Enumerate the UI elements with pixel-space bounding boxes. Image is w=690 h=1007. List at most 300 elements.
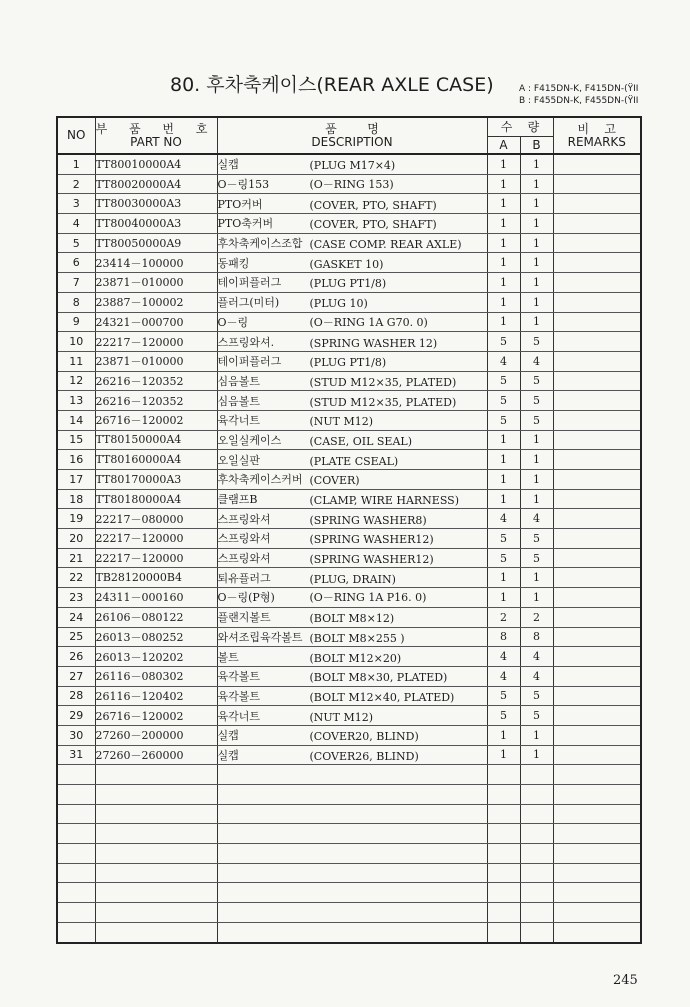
row-part-no <box>95 804 217 824</box>
row-desc-en: (COVER26, BLIND) <box>309 749 419 763</box>
table-row <box>57 351 641 371</box>
row-no: 12 <box>57 371 95 391</box>
row-no: 15 <box>57 430 95 450</box>
row-desc-kr: 스프링와셔 <box>217 512 271 526</box>
row-remarks <box>553 844 641 864</box>
row-desc-en: (CASE, OIL SEAL) <box>309 434 412 448</box>
row-qty-b <box>520 883 553 903</box>
row-qty-b: 8 <box>520 627 553 647</box>
empty-table-row <box>57 863 641 883</box>
col-part-no-kr: 부 품 번 호 <box>95 121 217 136</box>
row-qty-b <box>520 844 553 864</box>
row-desc-kr: O－링 <box>217 315 249 329</box>
row-no <box>57 765 95 785</box>
row-part-no <box>95 785 217 805</box>
row-qty-a <box>487 844 520 864</box>
row-desc-en: (SPRING WASHER12) <box>309 553 434 567</box>
row-desc-kr: PTO커버 <box>217 197 263 211</box>
row-qty-b: 1 <box>520 450 553 470</box>
row-remarks <box>553 666 641 686</box>
table-row <box>57 588 641 608</box>
row-part-no: 22217－120000 <box>95 548 217 568</box>
row-description <box>217 312 487 332</box>
row-no: 10 <box>57 332 95 352</box>
row-qty-a <box>487 883 520 903</box>
row-remarks <box>553 647 641 667</box>
row-desc-en: (BOLT M12×20) <box>309 651 402 665</box>
row-desc-kr: 클램프B <box>217 493 258 507</box>
row-desc-kr: 실캡 <box>217 158 239 172</box>
row-no: 30 <box>57 725 95 745</box>
row-qty-b: 5 <box>520 332 553 352</box>
empty-table-row <box>57 922 641 943</box>
row-remarks <box>553 470 641 490</box>
row-desc-kr: 플랜지볼트 <box>217 611 271 625</box>
row-desc-en: (PLUG, DRAIN) <box>309 572 396 586</box>
row-no: 1 <box>57 154 95 174</box>
row-part-no: TT80030000A3 <box>95 194 217 214</box>
row-desc-en: (PLATE CSEAL) <box>309 454 399 468</box>
row-desc-kr: 심음볼트 <box>217 394 261 408</box>
row-description <box>217 273 487 293</box>
row-no: 16 <box>57 450 95 470</box>
table-row <box>57 568 641 588</box>
row-part-no: 23871－010000 <box>95 351 217 371</box>
row-qty-b: 1 <box>520 489 553 509</box>
row-desc-kr: 테이퍼플러그 <box>217 355 282 369</box>
row-qty-b: 1 <box>520 214 553 234</box>
row-qty-b <box>520 804 553 824</box>
row-no: 31 <box>57 745 95 765</box>
table-row <box>57 529 641 549</box>
row-desc-kr: 스프링와셔 <box>217 532 271 546</box>
row-remarks <box>553 332 641 352</box>
row-desc-kr: O－링153 <box>217 178 270 192</box>
row-remarks <box>553 548 641 568</box>
row-qty-a: 1 <box>487 470 520 490</box>
row-description <box>217 627 487 647</box>
row-qty-a: 1 <box>487 588 520 608</box>
row-no: 29 <box>57 706 95 726</box>
row-desc-en: (O－RING 153) <box>309 178 394 192</box>
row-qty-b: 2 <box>520 607 553 627</box>
row-part-no <box>95 844 217 864</box>
row-desc-en: (NUT M12) <box>309 710 374 724</box>
row-remarks <box>553 273 641 293</box>
row-no <box>57 804 95 824</box>
table-row <box>57 647 641 667</box>
row-desc-kr: 육각볼트 <box>217 670 261 684</box>
table-row <box>57 292 641 312</box>
row-remarks <box>553 903 641 923</box>
row-qty-b <box>520 785 553 805</box>
row-qty-b: 4 <box>520 666 553 686</box>
row-qty-b <box>520 824 553 844</box>
row-qty-a: 1 <box>487 745 520 765</box>
row-qty-b <box>520 765 553 785</box>
row-part-no: 22217－120000 <box>95 332 217 352</box>
page-title: 80. 후차축케이스(REAR AXLE CASE) <box>170 74 494 96</box>
row-no <box>57 785 95 805</box>
row-no: 8 <box>57 292 95 312</box>
row-desc-en: (SPRING WASHER12) <box>309 533 434 547</box>
table-row <box>57 489 641 509</box>
model-b-label: B : F455DN-K, F455DN-(ŸII <box>519 96 639 106</box>
row-remarks <box>553 194 641 214</box>
row-desc-en: (O－RING 1A G70. 0) <box>309 315 428 329</box>
row-no: 14 <box>57 410 95 430</box>
row-qty-b: 1 <box>520 745 553 765</box>
row-description <box>217 666 487 686</box>
row-no: 20 <box>57 529 95 549</box>
row-desc-kr: PTO축커버 <box>217 217 274 231</box>
row-description <box>217 489 487 509</box>
row-qty-a: 1 <box>487 430 520 450</box>
row-desc-kr: 심음볼트 <box>217 374 261 388</box>
row-part-no: TT80180000A4 <box>95 489 217 509</box>
row-description <box>217 863 487 883</box>
row-part-no: 26116－120402 <box>95 686 217 706</box>
table-row <box>57 154 641 174</box>
row-desc-kr: 후차축케이스커버 <box>217 473 303 487</box>
row-description <box>217 607 487 627</box>
row-remarks <box>553 174 641 194</box>
col-qty-b-header: B <box>520 137 553 155</box>
row-no: 23 <box>57 588 95 608</box>
row-no: 7 <box>57 273 95 293</box>
row-description <box>217 391 487 411</box>
row-part-no: TT80020000A4 <box>95 174 217 194</box>
row-desc-en: (STUD M12×35, PLATED) <box>309 395 457 409</box>
row-qty-a: 1 <box>487 174 520 194</box>
row-desc-kr: 테이퍼플러그 <box>217 276 282 290</box>
row-qty-b <box>520 903 553 923</box>
row-part-no: 26106－080122 <box>95 607 217 627</box>
header-row <box>57 117 641 137</box>
row-qty-a: 5 <box>487 706 520 726</box>
row-desc-kr: 후차축케이스조합 <box>217 237 303 251</box>
row-description <box>217 450 487 470</box>
table-row <box>57 233 641 253</box>
row-no: 26 <box>57 647 95 667</box>
row-part-no: TT80010000A4 <box>95 154 217 174</box>
row-remarks <box>553 489 641 509</box>
row-desc-en: (SPRING WASHER8) <box>309 513 427 527</box>
row-remarks <box>553 804 641 824</box>
table-row <box>57 725 641 745</box>
row-desc-kr: 육각너트 <box>217 709 261 723</box>
parts-table-body <box>57 154 641 943</box>
table-row <box>57 607 641 627</box>
row-qty-b: 5 <box>520 706 553 726</box>
row-no: 9 <box>57 312 95 332</box>
row-qty-a: 1 <box>487 253 520 273</box>
parts-table <box>56 116 642 944</box>
table-row <box>57 312 641 332</box>
row-desc-en: (PLUG PT1/8) <box>309 356 387 370</box>
row-description <box>217 745 487 765</box>
row-no <box>57 922 95 943</box>
table-row <box>57 470 641 490</box>
row-no: 21 <box>57 548 95 568</box>
row-desc-kr: 볼트 <box>217 650 239 664</box>
row-qty-b: 1 <box>520 430 553 450</box>
row-qty-a: 1 <box>487 194 520 214</box>
row-qty-a: 1 <box>487 292 520 312</box>
row-description <box>217 824 487 844</box>
col-no-header: NO <box>57 117 95 154</box>
empty-table-row <box>57 883 641 903</box>
row-desc-en: (BOLT M8×12) <box>309 612 395 626</box>
row-qty-b: 1 <box>520 568 553 588</box>
empty-table-row <box>57 903 641 923</box>
row-no: 25 <box>57 627 95 647</box>
col-remarks-header <box>553 117 641 154</box>
row-qty-b <box>520 922 553 943</box>
page-number: 245 <box>613 973 638 988</box>
row-qty-a: 4 <box>487 647 520 667</box>
row-description <box>217 883 487 903</box>
row-remarks <box>553 785 641 805</box>
row-desc-kr: 육각너트 <box>217 414 261 428</box>
row-qty-a <box>487 804 520 824</box>
row-description <box>217 174 487 194</box>
row-description <box>217 253 487 273</box>
empty-table-row <box>57 824 641 844</box>
row-remarks <box>553 883 641 903</box>
row-remarks <box>553 430 641 450</box>
row-qty-a: 4 <box>487 666 520 686</box>
row-part-no: 22217－120000 <box>95 529 217 549</box>
table-row <box>57 273 641 293</box>
row-qty-a: 1 <box>487 233 520 253</box>
row-part-no <box>95 824 217 844</box>
row-part-no: 24321－000700 <box>95 312 217 332</box>
row-desc-kr: 오일실케이스 <box>217 433 282 447</box>
row-no: 24 <box>57 607 95 627</box>
row-part-no: TT80150000A4 <box>95 430 217 450</box>
row-desc-en: (BOLT M8×30, PLATED) <box>309 671 448 685</box>
row-desc-kr: 오일실판 <box>217 453 261 467</box>
col-part-no-en: PART NO <box>130 134 182 149</box>
empty-table-row <box>57 804 641 824</box>
row-qty-b: 1 <box>520 253 553 273</box>
row-description <box>217 706 487 726</box>
row-no: 22 <box>57 568 95 588</box>
row-qty-b: 1 <box>520 470 553 490</box>
table-row <box>57 410 641 430</box>
row-description <box>217 529 487 549</box>
table-row <box>57 430 641 450</box>
row-remarks <box>553 292 641 312</box>
row-description <box>217 292 487 312</box>
row-no: 18 <box>57 489 95 509</box>
row-qty-b: 1 <box>520 312 553 332</box>
row-part-no: 26013－120202 <box>95 647 217 667</box>
row-part-no: 24311－000160 <box>95 588 217 608</box>
row-remarks <box>553 607 641 627</box>
row-qty-a <box>487 765 520 785</box>
row-qty-a <box>487 863 520 883</box>
row-remarks <box>553 312 641 332</box>
row-qty-b <box>520 863 553 883</box>
row-remarks <box>553 410 641 430</box>
row-remarks <box>553 568 641 588</box>
row-description <box>217 725 487 745</box>
row-no: 17 <box>57 470 95 490</box>
row-description <box>217 844 487 864</box>
row-part-no: 26013－080252 <box>95 627 217 647</box>
col-desc-kr: 품 명 <box>325 121 379 136</box>
row-no: 5 <box>57 233 95 253</box>
table-row <box>57 194 641 214</box>
row-remarks <box>553 765 641 785</box>
row-qty-b: 1 <box>520 588 553 608</box>
row-desc-kr: 스프링와셔. <box>217 335 275 349</box>
row-no: 13 <box>57 391 95 411</box>
row-no: 11 <box>57 351 95 371</box>
row-qty-b: 4 <box>520 647 553 667</box>
row-desc-en: (COVER20, BLIND) <box>309 730 419 744</box>
row-remarks <box>553 863 641 883</box>
row-desc-kr: 실캡 <box>217 729 239 743</box>
row-qty-a: 5 <box>487 529 520 549</box>
table-row <box>57 509 641 529</box>
row-qty-a: 5 <box>487 548 520 568</box>
row-desc-kr: 실캡 <box>217 748 239 762</box>
row-remarks <box>553 627 641 647</box>
row-qty-a: 8 <box>487 627 520 647</box>
row-qty-a: 1 <box>487 154 520 174</box>
row-remarks <box>553 450 641 470</box>
row-description <box>217 686 487 706</box>
row-qty-a: 5 <box>487 332 520 352</box>
row-no: 27 <box>57 666 95 686</box>
row-remarks <box>553 351 641 371</box>
col-desc-en: DESCRIPTION <box>311 134 393 149</box>
row-desc-en: (PLUG PT1/8) <box>309 277 387 291</box>
row-remarks <box>553 725 641 745</box>
row-part-no: 23871－010000 <box>95 273 217 293</box>
row-description <box>217 154 487 174</box>
row-qty-b: 4 <box>520 509 553 529</box>
row-part-no <box>95 863 217 883</box>
row-desc-kr: 퇴유플러그 <box>217 571 271 585</box>
row-description <box>217 233 487 253</box>
row-no <box>57 883 95 903</box>
row-part-no: 26216－120352 <box>95 371 217 391</box>
row-desc-en: (NUT M12) <box>309 415 374 429</box>
row-qty-a: 1 <box>487 450 520 470</box>
row-part-no <box>95 903 217 923</box>
row-description <box>217 194 487 214</box>
row-qty-b: 1 <box>520 273 553 293</box>
row-no <box>57 824 95 844</box>
row-qty-a <box>487 785 520 805</box>
row-no: 28 <box>57 686 95 706</box>
row-part-no: TT80160000A4 <box>95 450 217 470</box>
table-row <box>57 745 641 765</box>
row-qty-a: 5 <box>487 391 520 411</box>
row-part-no: TT80050000A9 <box>95 233 217 253</box>
row-qty-a: 4 <box>487 351 520 371</box>
row-qty-a: 1 <box>487 725 520 745</box>
row-desc-kr: O－링(P형) <box>217 591 275 605</box>
col-desc-header <box>217 117 487 154</box>
table-row <box>57 174 641 194</box>
row-desc-en: (BOLT M12×40, PLATED) <box>309 690 455 704</box>
row-remarks <box>553 391 641 411</box>
row-qty-a: 5 <box>487 371 520 391</box>
row-no <box>57 903 95 923</box>
row-part-no: TT80040000A3 <box>95 214 217 234</box>
row-qty-a: 1 <box>487 312 520 332</box>
row-qty-a: 5 <box>487 686 520 706</box>
row-qty-b: 4 <box>520 351 553 371</box>
row-no <box>57 863 95 883</box>
row-no: 2 <box>57 174 95 194</box>
row-desc-kr: 육각볼트 <box>217 689 261 703</box>
table-row <box>57 666 641 686</box>
row-desc-en: (COVER, PTO, SHAFT) <box>309 198 437 212</box>
row-remarks <box>553 233 641 253</box>
row-remarks <box>553 214 641 234</box>
row-qty-b: 1 <box>520 154 553 174</box>
col-remarks-kr: 비 고 <box>577 121 616 136</box>
row-description <box>217 548 487 568</box>
row-remarks <box>553 529 641 549</box>
table-row <box>57 253 641 273</box>
row-desc-en: (SPRING WASHER 12) <box>309 336 438 350</box>
model-a-label: A : F415DN-K, F415DN-(ŸII <box>519 84 639 94</box>
row-qty-a <box>487 922 520 943</box>
row-description <box>217 351 487 371</box>
row-qty-b: 5 <box>520 371 553 391</box>
row-desc-kr: 와셔조립육각볼트 <box>217 630 303 644</box>
row-qty-b: 1 <box>520 194 553 214</box>
row-description <box>217 332 487 352</box>
row-part-no: 23414－100000 <box>95 253 217 273</box>
row-description <box>217 588 487 608</box>
row-qty-a: 1 <box>487 568 520 588</box>
row-part-no: 23887－100002 <box>95 292 217 312</box>
row-desc-en: (CASE COMP. REAR AXLE) <box>309 238 462 252</box>
table-row <box>57 450 641 470</box>
row-remarks <box>553 686 641 706</box>
row-qty-b: 1 <box>520 233 553 253</box>
table-row <box>57 627 641 647</box>
row-desc-en: (O－RING 1A P16. 0) <box>309 591 427 605</box>
row-part-no <box>95 922 217 943</box>
row-desc-kr: 동패킹 <box>217 256 250 270</box>
table-row <box>57 548 641 568</box>
row-desc-kr: 플러그(미터) <box>217 296 280 310</box>
table-row <box>57 214 641 234</box>
row-part-no: 26716－120002 <box>95 706 217 726</box>
row-remarks <box>553 253 641 273</box>
row-remarks <box>553 509 641 529</box>
row-part-no: 22217－080000 <box>95 509 217 529</box>
row-remarks <box>553 922 641 943</box>
row-qty-b: 1 <box>520 174 553 194</box>
col-remarks-en: REMARKS <box>567 134 626 149</box>
row-qty-a: 4 <box>487 509 520 529</box>
row-desc-en: (CLAMP, WIRE HARNESS) <box>309 494 459 508</box>
row-description <box>217 785 487 805</box>
row-description <box>217 214 487 234</box>
row-description <box>217 371 487 391</box>
row-no <box>57 844 95 864</box>
